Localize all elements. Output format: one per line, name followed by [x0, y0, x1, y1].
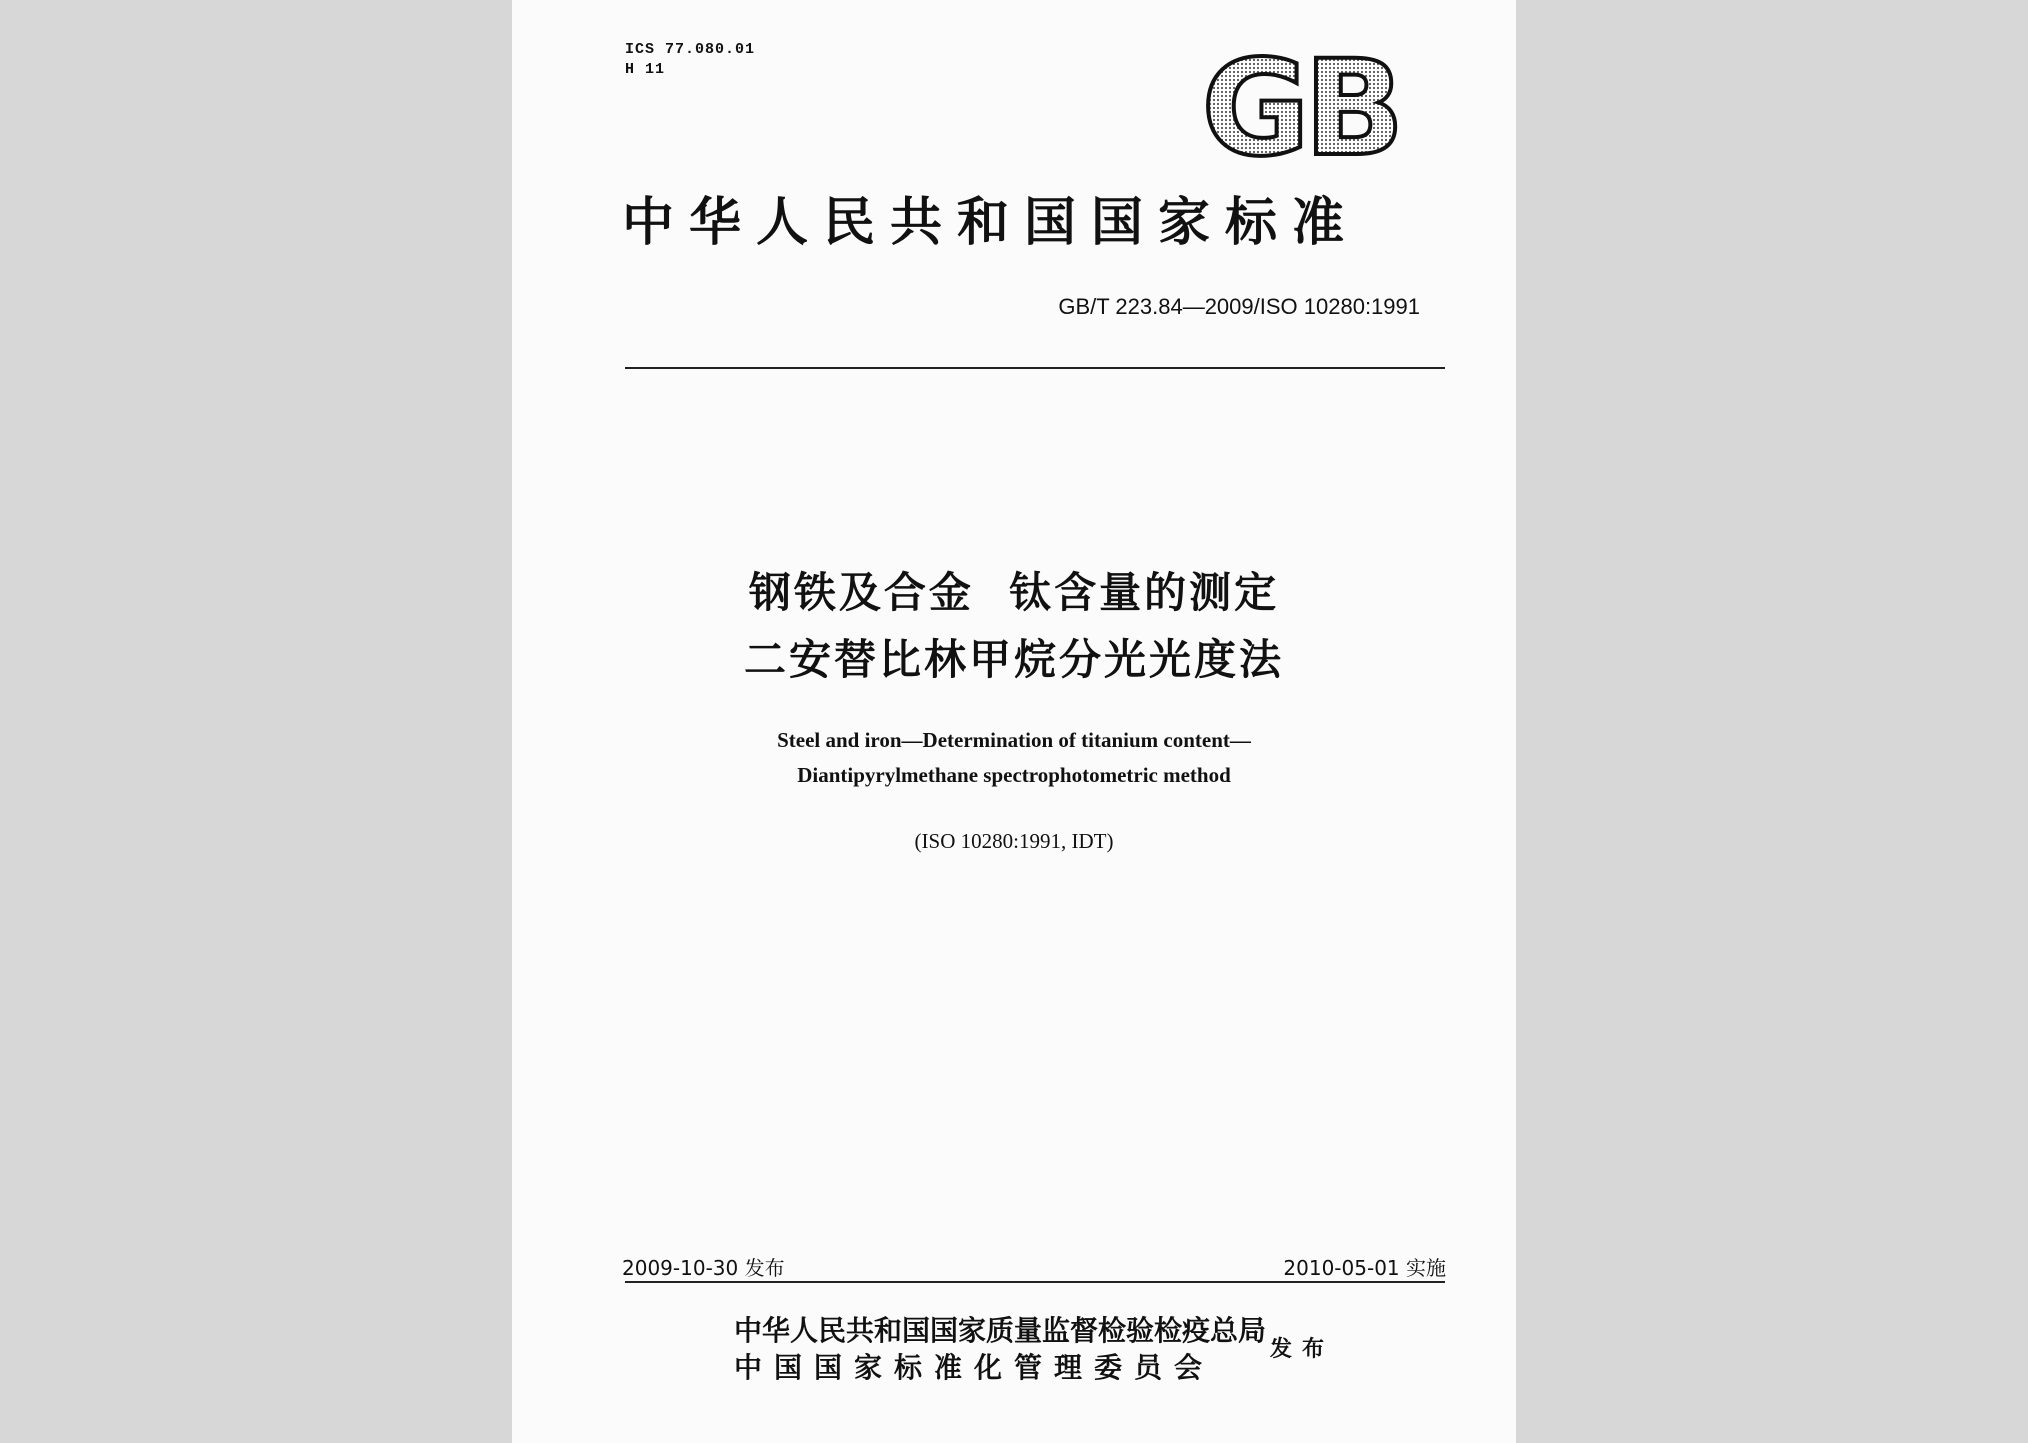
classification-block: [625, 40, 755, 80]
top-divider: [625, 367, 1445, 369]
classification-code: H 11: [625, 61, 666, 78]
national-standard-title: 中华人民共和国国家标准: [622, 193, 1360, 253]
publisher-line-2: 中国国家标准化管理委员会: [734, 1351, 1215, 1384]
english-title-line-1: Steel and iron—Determination of titanium content—: [777, 728, 1251, 752]
publish-label: 发布: [1270, 1337, 1335, 1362]
gb-logo: [1192, 50, 1408, 165]
ics-code: ICS 77.080.01: [625, 41, 756, 58]
iso-equivalence: (ISO 10280:1991, IDT): [914, 829, 1114, 853]
bottom-divider: [625, 1281, 1445, 1283]
document-page: [512, 0, 1516, 1443]
chinese-title-line-2: 二安替比林甲烷分光光度法: [743, 635, 1284, 684]
english-title-line-2: Diantipyrylmethane spectrophotometric method: [797, 763, 1231, 787]
implementation-date: 2010-05-01 实施: [1283, 1256, 1446, 1280]
standard-number: GB/T 223.84—2009/ISO 10280:1991: [1058, 294, 1420, 319]
gb-logo-text: GB: [1201, 50, 1399, 165]
issue-date: 2009-10-30 发布: [622, 1256, 785, 1280]
publisher-line-1: 中华人民共和国国家质量监督检验检疫总局: [734, 1314, 1267, 1347]
publisher-block: [734, 1312, 1266, 1386]
chinese-title-line-1: 钢铁及合金 钛含量的测定: [748, 568, 1280, 617]
